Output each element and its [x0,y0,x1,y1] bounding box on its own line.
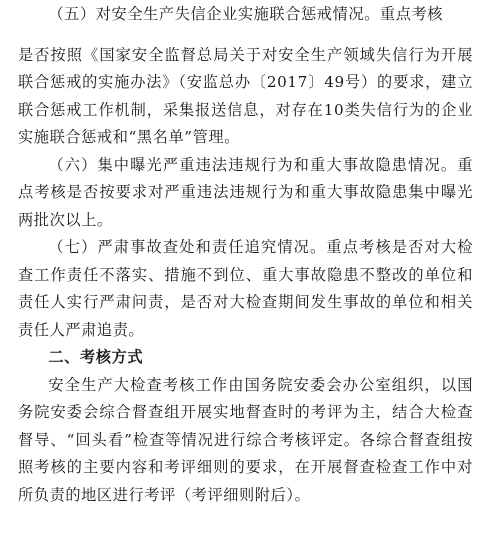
paragraph-item-5-body: 是否按照《国家安全监督总局关于对安全生产领域失信行为开展联合惩戒的实施办法》（安监总办〔2017〕49号）的要求，建立联合惩戒工作机制，采集报送信息，对存在10类失信行为的企业实施联合惩戒和“黑名单”管理。 [18,45,473,146]
paragraph-item-7: （七）严肃事故查处和责任追究情况。重点考核是否对大检查工作责任不落实、措施不到位、重大事故隐患不整改的单位和责任人实行严肃问责，是否对大检查期间发生事故的单位和相关责任人严肃追责。 [18,238,473,339]
paragraph-item-6: （六）集中曝光严重违法违规行为和重大事故隐患情况。重点考核是否按要求对严重违法违规行为和重大事故隐患集中曝光两批次以上。 [18,155,473,229]
paragraph-item-5-lead: （五）对安全生产失信企业实施联合惩戒情况。重点考核 [48,5,444,23]
section-heading-assessment-method: 二、考核方式 [48,348,144,366]
paragraph-assessment-method: 安全生产大检查考核工作由国务院安委会办公室组织，以国务院安委会综合督查组开展实地督查时的考评为主，结合大检查督导、“回头看”检查等情况进行综合考核评定。各综合督查组按照考核的主要内容和考评细则的要求，在开展督查检查工作中对所负责的地区进行考评（考评细则附后）。 [18,375,473,504]
